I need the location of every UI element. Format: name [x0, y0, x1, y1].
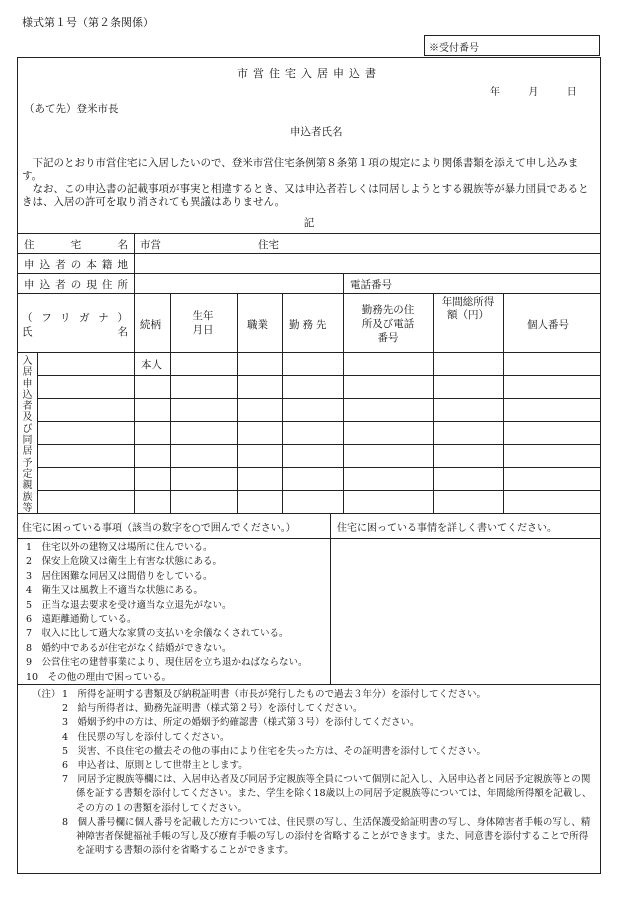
list-item[interactable]: 7 収入に比して過大な家賃の支払いを余儀なくされている。	[26, 628, 289, 640]
list-item[interactable]: 10 その他の理由で困っている。	[26, 671, 172, 683]
header-workplace: 勤務先	[289, 319, 330, 331]
trouble-header: 住宅に困っている事項（該当の数字を○で囲んでください。）	[22, 523, 296, 534]
rule	[17, 233, 601, 234]
note-item: 6 申込者は、原則として世帯主とします。	[62, 760, 248, 772]
note-item: 2 給与所得者は、勤務先証明書（様式第２号）を添付してください。	[62, 703, 363, 715]
header-work-address: 勤務先の住所及び電話番号	[361, 304, 415, 344]
rule	[282, 293, 283, 513]
rule	[237, 293, 238, 513]
list-item[interactable]: 9 公営住宅の建替事業により、現住居を立ち退かねばならない。	[26, 657, 308, 669]
declaration-paragraph-2: なお、この申込書の記載事項が事実と相違するとき、又は申込者若しくは同居しようとする親族等が暴力団員であるときは、入居の許可を取り消されても異議はありません。	[22, 183, 589, 208]
domicile-label: 申込者の本籍地	[24, 259, 128, 271]
receipt-label: ※受付番号	[429, 43, 479, 54]
form-number: 様式第１号（第２条関係）	[22, 16, 154, 29]
date-line[interactable]	[490, 83, 577, 98]
rule	[17, 253, 601, 254]
note-item: 5 災害、不良住宅の撤去その他の事由により住宅を失った方は、その証明書を添付してください。	[62, 745, 487, 757]
list-item[interactable]: 5 正当な退去要求を受け適当な立退先がない。	[26, 599, 232, 611]
note-item: 8 個人番号欄に個人番号を記載した方については、住民票の写し、生活保護受給証明書の写し、身体障害者手帳の写し、精神障害者保健福祉手帳の写し及び療育手帳の写しの添付を省略することができます。また、同意書を添付することで所得を証明する書類の添付を省略することができます。	[62, 816, 591, 857]
ki-label: 記	[303, 217, 315, 229]
trouble-detail-header: 住宅に困っている事情を詳しく書いてください。	[337, 523, 557, 534]
first-relation: 本人	[141, 359, 162, 371]
rule	[37, 375, 601, 376]
rule	[37, 490, 601, 491]
rule	[37, 467, 601, 468]
note-item: 7 同居予定親族等欄には、入居申込者及び同居予定親族等全員について個別に記入し、入居申込者と同居予定親族等との関係を証する書類を添付してください。また、学生を除く18歳以上の同居予定親族等については、年間総所得額を記載し、その方の１の書類を添付してください。	[62, 774, 592, 814]
rule	[170, 293, 171, 513]
rule	[37, 398, 601, 399]
page-title: 市営住宅入居申込書	[237, 67, 381, 80]
header-name: 氏名	[22, 326, 128, 338]
rule	[433, 293, 434, 513]
header-income: 年間総所得額（円）	[441, 296, 495, 321]
date-month: 月	[528, 87, 539, 98]
rule	[17, 538, 601, 539]
notes-list	[62, 688, 592, 858]
rule	[343, 293, 344, 513]
list-item[interactable]: 2 保安上危険又は衛生上有害な状態にある。	[26, 556, 223, 568]
trouble-list[interactable]	[26, 541, 308, 685]
rule	[37, 421, 601, 422]
rule	[343, 273, 344, 293]
rule	[503, 293, 504, 513]
rule	[134, 293, 135, 513]
applicant-name-label: 申込者氏名	[290, 126, 343, 138]
rule	[37, 444, 601, 445]
receipt-number-field[interactable]	[424, 35, 600, 56]
note-item: 3 婚姻予約中の方は、所定の婚姻予約確認書（様式第３号）を添付してください。	[62, 717, 420, 729]
header-job: 職業	[247, 319, 268, 331]
housing-suffix: 住宅	[258, 239, 279, 251]
note-item: 4 住民票の写しを添付してください。	[62, 731, 230, 743]
addressee: （あて先）登米市長	[24, 103, 119, 115]
housing-name-label: 住宅名	[24, 239, 128, 251]
housing-prefix: 市営	[140, 239, 161, 251]
list-item[interactable]: 6 遠距離通勤している。	[26, 614, 137, 626]
header-relation: 続柄	[140, 319, 161, 331]
list-item[interactable]: 3 居住困難な同居又は間借りをしている。	[26, 570, 213, 582]
declaration-paragraph-1: 下記のとおり市営住宅に入居したいので、登米市営住宅条例第８条第１項の規定により関係書類を添えて申し込みます。	[22, 157, 579, 182]
declaration-text	[22, 157, 596, 209]
list-item[interactable]: 1 住宅以外の建物又は場所に住んでいる。	[26, 542, 213, 553]
side-label-family: 入居申込者及び同居予定親族等	[22, 356, 33, 514]
date-year: 年	[490, 87, 500, 98]
rule	[37, 352, 38, 513]
note-item: 1 所得を証明する書類及び納税証明書（市長が発行したもので過去３年分）を添付してください。	[62, 689, 487, 700]
rule	[17, 273, 601, 274]
address-label: 申込者の現住所	[24, 279, 128, 291]
date-day: 日	[566, 87, 577, 98]
header-id-number: 個人番号	[527, 319, 569, 331]
rule	[17, 513, 601, 514]
notes-label: （注）	[32, 689, 61, 700]
phone-label: 電話番号	[350, 279, 392, 291]
header-name-kana: （フリガナ）	[22, 312, 128, 324]
rule	[17, 293, 601, 294]
list-item[interactable]: 4 衛生又は風教上不適当な状態にある。	[26, 585, 204, 597]
header-birth: 生年月日	[192, 310, 214, 336]
rule	[330, 513, 331, 684]
rule	[17, 352, 601, 353]
list-item[interactable]: 8 婚約中であるが住宅がなく結婚ができない。	[26, 642, 232, 654]
